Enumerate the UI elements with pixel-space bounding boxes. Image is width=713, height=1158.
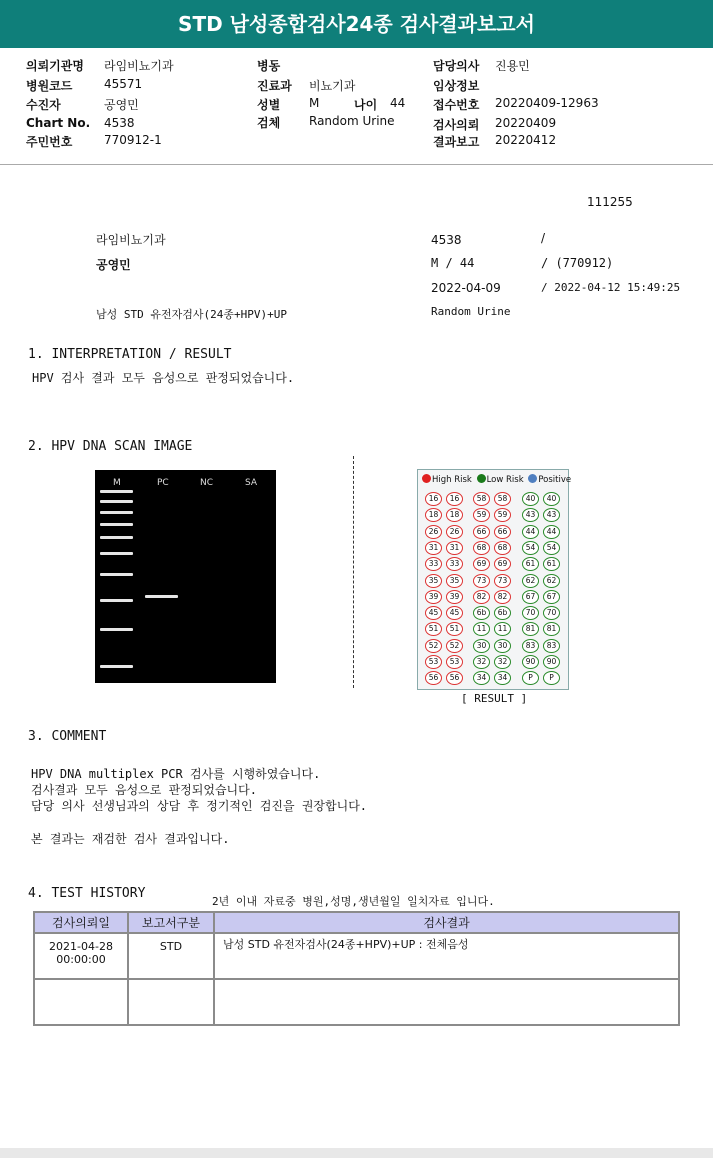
- header-divider: [0, 164, 713, 165]
- table-row: [34, 979, 679, 1025]
- report-number: 111255: [587, 195, 633, 209]
- specimen: Random Urine: [431, 305, 511, 318]
- legend-label: High Risk: [432, 475, 472, 485]
- header-field: [257, 57, 280, 74]
- age-field: [354, 96, 406, 113]
- history-date: 2021-04-28: [49, 940, 113, 953]
- header-field: [26, 133, 162, 150]
- field-value: Random Urine: [309, 114, 395, 128]
- header-field: [433, 77, 479, 94]
- field-value: 공영민: [104, 98, 139, 112]
- info-slash: /: [541, 231, 546, 245]
- lane-label: NC: [200, 478, 214, 488]
- hpv-type-cell: 66: [473, 525, 490, 539]
- hpv-type-cell: 16: [425, 492, 442, 506]
- field-value: 라임비뇨기과: [104, 59, 174, 73]
- hpv-type-cell: 54: [522, 541, 539, 555]
- hpv-type-cell: 56: [425, 671, 442, 685]
- history-table: [33, 911, 680, 1026]
- hpv-type-cell: 43: [522, 508, 539, 522]
- lane-label: M: [113, 478, 121, 488]
- hpv-type-cell: P: [522, 671, 539, 685]
- marker-band: [100, 599, 133, 602]
- history-time: 00:00:00: [56, 953, 106, 966]
- hpv-type-cell: 67: [522, 590, 539, 604]
- table-row: [34, 933, 679, 979]
- field-label: 수진자: [26, 98, 61, 112]
- hpv-type-cell: 6b: [473, 606, 490, 620]
- report-date: / 2022-04-12 15:49:25: [541, 281, 681, 294]
- header-field: [26, 116, 135, 130]
- hpv-type-cell: 51: [446, 622, 463, 636]
- request-date: 2022-04-09: [431, 281, 501, 295]
- hpv-type-cell: 73: [473, 574, 490, 588]
- hpv-type-cell: 68: [473, 541, 490, 555]
- history-date-cell: [34, 933, 128, 979]
- hpv-type-cell: 90: [522, 655, 539, 669]
- comment-line: HPV DNA multiplex PCR 검사를 시행하였습니다.: [31, 767, 321, 781]
- gel-image: [95, 470, 276, 683]
- hpv-type-cell: 45: [446, 606, 463, 620]
- field-label: Chart No.: [26, 116, 91, 130]
- hpv-type-cell: 44: [543, 525, 560, 539]
- hpv-type-cell: 16: [446, 492, 463, 506]
- field-label: 주민번호: [26, 135, 73, 149]
- lane-label: PC: [157, 478, 169, 488]
- hpv-type-cell: 70: [522, 606, 539, 620]
- hpv-type-cell: 43: [543, 508, 560, 522]
- hpv-type-cell: 26: [425, 525, 442, 539]
- hpv-type-cell: 51: [425, 622, 442, 636]
- section-scan-title: 2. HPV DNA SCAN IMAGE: [28, 439, 193, 454]
- field-value: 45571: [104, 77, 143, 91]
- hpv-type-cell: 32: [473, 655, 490, 669]
- pc-band: [145, 595, 178, 598]
- marker-band: [100, 573, 133, 576]
- hpv-type-cell: 11: [494, 622, 511, 636]
- header-field: [257, 96, 320, 113]
- marker-band: [100, 523, 133, 526]
- hpv-type-cell: 33: [425, 557, 442, 571]
- hpv-type-cell: 53: [446, 655, 463, 669]
- hpv-type-cell: 66: [494, 525, 511, 539]
- comment-line: 검사결과 모두 음성으로 판정되었습니다.: [31, 783, 257, 797]
- hpv-type-cell: 62: [522, 574, 539, 588]
- hpv-type-cell: 58: [473, 492, 490, 506]
- field-value: 진용민: [495, 59, 530, 73]
- hpv-type-cell: 70: [543, 606, 560, 620]
- image-divider: [353, 456, 354, 688]
- column-header: 검사결과: [214, 912, 679, 933]
- field-value: 770912-1: [104, 133, 162, 147]
- hpv-type-cell: P: [543, 671, 560, 685]
- hpv-type-cell: 82: [473, 590, 490, 604]
- marker-band: [100, 500, 133, 503]
- empty-cell: [214, 979, 679, 1025]
- field-value: M: [309, 96, 320, 110]
- hpv-type-cell: 83: [543, 639, 560, 653]
- hpv-type-cell: 69: [494, 557, 511, 571]
- hpv-type-cell: 67: [543, 590, 560, 604]
- hpv-type-cell: 52: [446, 639, 463, 653]
- hpv-type-cell: 52: [425, 639, 442, 653]
- section-comment-title: 3. COMMENT: [28, 729, 107, 744]
- history-result-cell: [214, 933, 679, 979]
- high-risk-icon: [422, 474, 431, 483]
- marker-band: [100, 552, 133, 555]
- hpv-type-cell: 39: [446, 590, 463, 604]
- field-label: 병원코드: [26, 79, 73, 93]
- hpv-type-cell: 56: [446, 671, 463, 685]
- marker-band: [100, 511, 133, 514]
- hpv-type-cell: 62: [543, 574, 560, 588]
- header-field: [26, 96, 139, 113]
- hpv-type-cell: 11: [473, 622, 490, 636]
- field-label: 담당의사: [433, 59, 480, 73]
- hpv-type-cell: 69: [473, 557, 490, 571]
- hpv-type-cell: 26: [446, 525, 463, 539]
- field-label: 성별: [257, 98, 281, 112]
- chip-legend: [422, 474, 571, 485]
- hpv-type-cell: 34: [494, 671, 511, 685]
- hpv-type-cell: 90: [543, 655, 560, 669]
- patient-name: 공영민: [96, 258, 131, 272]
- column-header: 검사의뢰일: [34, 912, 128, 933]
- footer-bar: [0, 1148, 713, 1158]
- history-type: STD: [159, 940, 183, 953]
- hpv-type-cell: 30: [494, 639, 511, 653]
- field-value: 44: [390, 96, 406, 110]
- hpv-type-cell: 82: [494, 590, 511, 604]
- report-title: STD 남성종합검사24종 검사결과보고서: [0, 0, 713, 48]
- positive-icon: [528, 474, 537, 483]
- table-header-row: [34, 912, 679, 933]
- test-name: 남성 STD 유전자검사(24종+HPV)+UP: [96, 308, 287, 321]
- comment-line: 본 결과는 재검한 검사 결과입니다.: [31, 832, 230, 846]
- hpv-type-cell: 40: [522, 492, 539, 506]
- column-header: 보고서구분: [128, 912, 214, 933]
- hpv-type-cell: 54: [543, 541, 560, 555]
- field-value: 비뇨기과: [309, 79, 356, 93]
- field-value: 20220409-12963: [495, 96, 599, 110]
- field-value: 20220412: [495, 133, 557, 147]
- field-value: 4538: [104, 116, 135, 130]
- legend-label: Positive: [538, 475, 572, 485]
- header-field: [433, 116, 557, 133]
- header-field: [257, 114, 395, 131]
- hpv-type-cell: 40: [543, 492, 560, 506]
- chart-number: 4538: [431, 233, 462, 247]
- section-history-title: 4. TEST HISTORY: [28, 886, 146, 901]
- section-interpretation-title: 1. INTERPRETATION / RESULT: [28, 347, 232, 362]
- lane-label: SA: [245, 478, 258, 488]
- chip-caption: [ RESULT ]: [461, 692, 528, 705]
- hpv-type-cell: 45: [425, 606, 442, 620]
- hpv-type-cell: 61: [543, 557, 560, 571]
- hpv-type-cell: 59: [473, 508, 490, 522]
- low-risk-icon: [477, 474, 486, 483]
- header-field: [433, 96, 599, 113]
- marker-band: [100, 536, 133, 539]
- empty-cell: [128, 979, 214, 1025]
- field-value: 20220409: [495, 116, 557, 130]
- comment-line: 담당 의사 선생님과의 상담 후 정기적인 검진을 권장합니다.: [31, 799, 368, 813]
- empty-cell: [34, 979, 128, 1025]
- field-label: 임상정보: [433, 79, 480, 93]
- header-field: [26, 57, 174, 74]
- hpv-type-cell: 30: [473, 639, 490, 653]
- hpv-chip-panel: [417, 469, 572, 690]
- field-label: 결과보고: [433, 135, 480, 149]
- hpv-type-cell: 81: [543, 622, 560, 636]
- field-label: 검체: [257, 116, 281, 130]
- header-field: [257, 77, 356, 94]
- hpv-type-cell: 81: [522, 622, 539, 636]
- hpv-type-cell: 44: [522, 525, 539, 539]
- hpv-type-cell: 73: [494, 574, 511, 588]
- marker-band: [100, 665, 133, 668]
- clinic-name: 라임비뇨기과: [96, 233, 166, 247]
- field-label: 접수번호: [433, 98, 480, 112]
- history-note: 2년 이내 자료중 병원,성명,생년월일 일치자료 입니다.: [212, 895, 495, 908]
- hpv-type-cell: 39: [425, 590, 442, 604]
- header-field: [433, 133, 557, 150]
- hpv-type-cell: 33: [446, 557, 463, 571]
- marker-band: [100, 628, 133, 631]
- field-label: 병동: [257, 59, 281, 73]
- hpv-type-cell: 32: [494, 655, 511, 669]
- hpv-type-cell: 61: [522, 557, 539, 571]
- hpv-type-cell: 83: [522, 639, 539, 653]
- hpv-type-cell: 18: [425, 508, 442, 522]
- history-type-cell: [128, 933, 214, 979]
- legend-label: Low Risk: [486, 475, 524, 485]
- hpv-type-cell: 68: [494, 541, 511, 555]
- hpv-type-cell: 18: [446, 508, 463, 522]
- hpv-type-cell: 59: [494, 508, 511, 522]
- hpv-type-cell: 53: [425, 655, 442, 669]
- hpv-type-cell: 31: [425, 541, 442, 555]
- hpv-type-cell: 34: [473, 671, 490, 685]
- history-result: 남성 STD 유전자검사(24종+HPV)+UP : 전체음성: [223, 938, 469, 951]
- marker-band: [100, 490, 133, 493]
- field-label: 진료과: [257, 79, 292, 93]
- sex-age: M / 44: [431, 256, 475, 270]
- hpv-type-cell: 31: [446, 541, 463, 555]
- hpv-type-cell: 58: [494, 492, 511, 506]
- field-label: 의뢰기관명: [26, 59, 84, 73]
- interpretation-text: HPV 검사 결과 모두 음성으로 판정되었습니다.: [32, 371, 295, 385]
- field-label: 나이: [354, 98, 378, 112]
- header-field: [26, 77, 143, 94]
- hpv-type-cell: 6b: [494, 606, 511, 620]
- hpv-type-cell: 35: [425, 574, 442, 588]
- header-field: [433, 57, 530, 74]
- birth-date: / (770912): [541, 256, 614, 270]
- hpv-type-cell: 35: [446, 574, 463, 588]
- field-label: 검사의뢰: [433, 118, 480, 132]
